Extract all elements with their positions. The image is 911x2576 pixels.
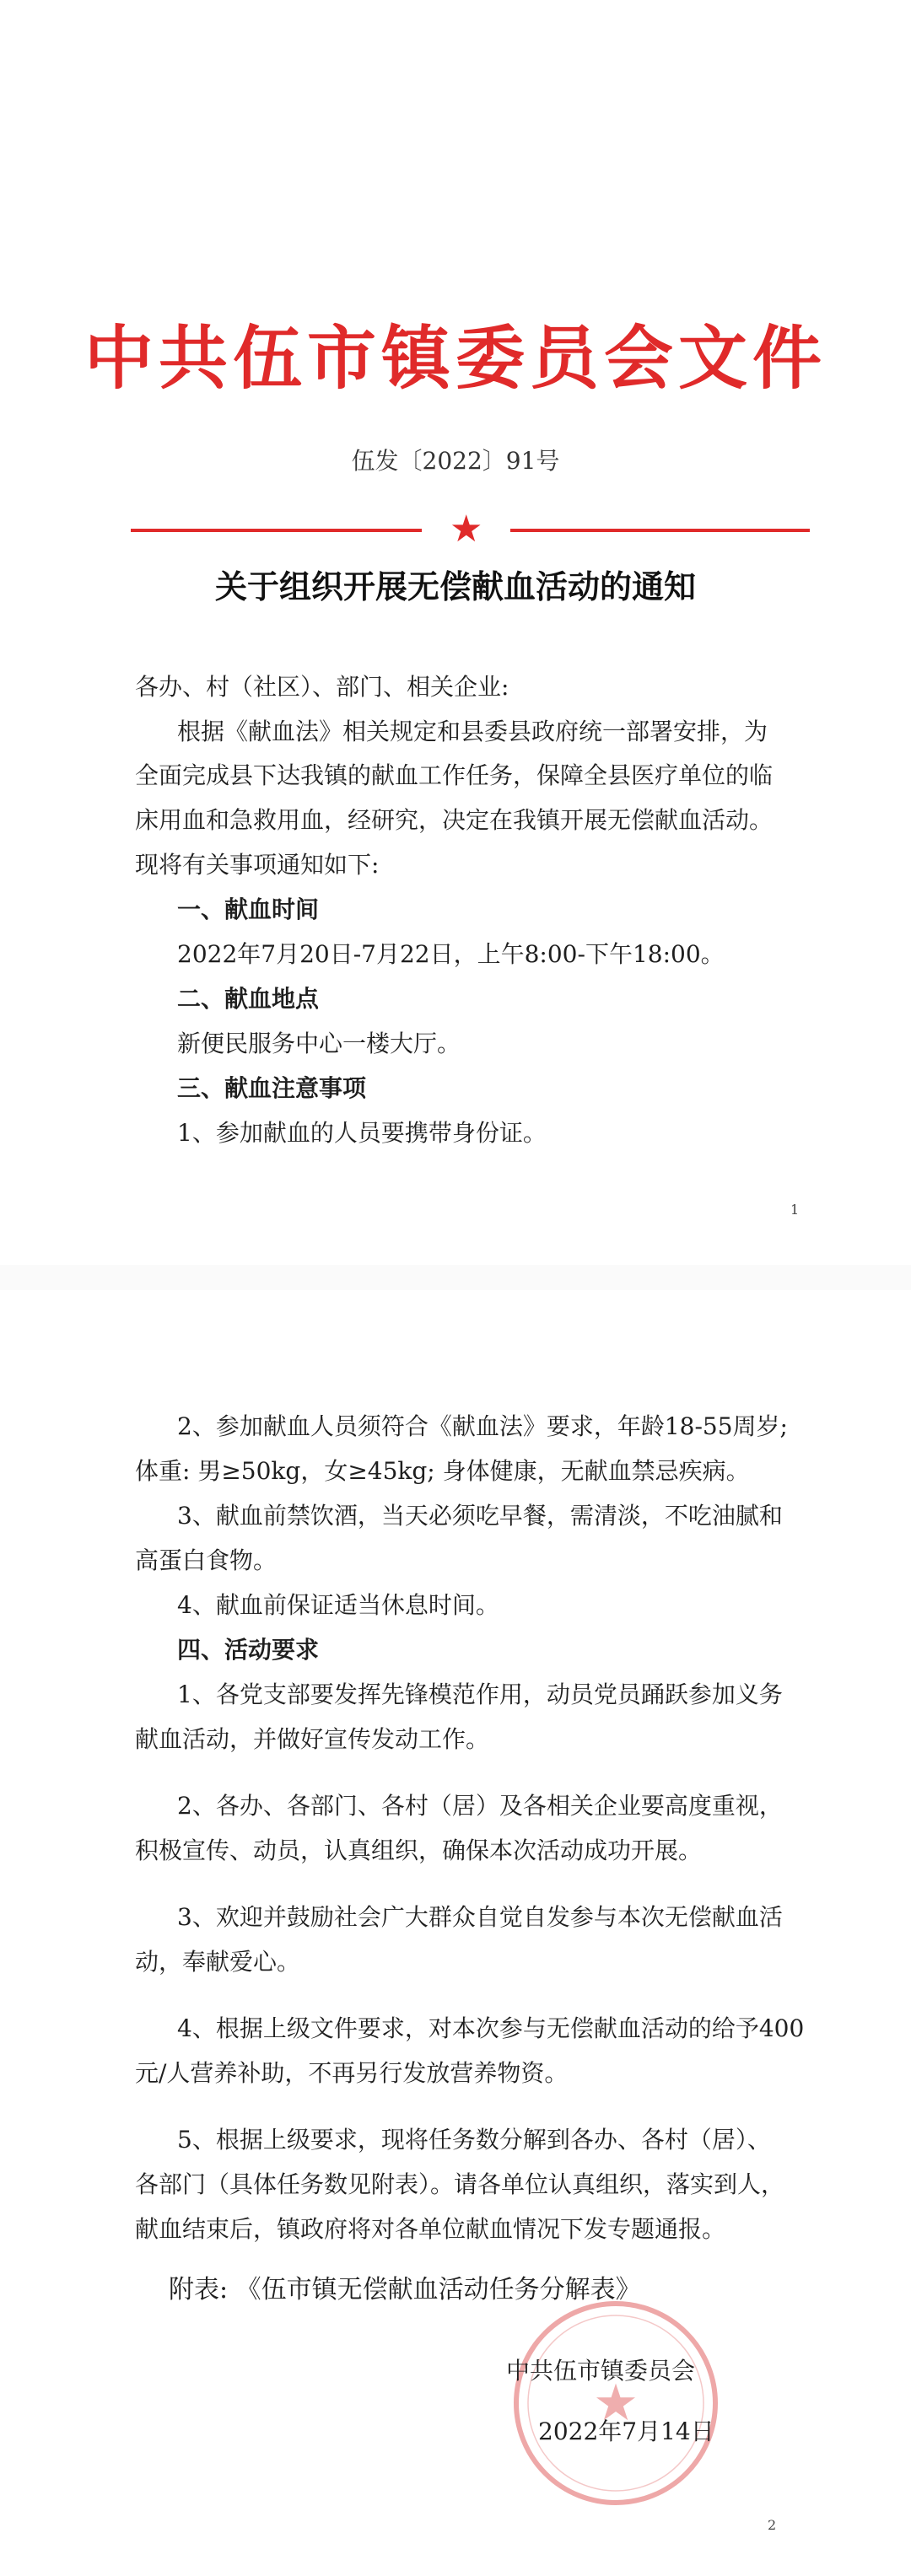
paragraph-line: 2、各办、各部门、各村（居）及各相关企业要高度重视，	[177, 1792, 783, 1820]
paragraph-line: 献血结束后，镇政府将对各单位献血情况下发专题通报。	[135, 2215, 726, 2243]
paragraph-line: 动，奉献爱心。	[135, 1948, 301, 1976]
paragraph-line: 3、欢迎并鼓励社会广大群众自觉自发参与本次无偿献血活	[177, 1903, 783, 1931]
paragraph-line: 现将有关事项通知如下:	[135, 851, 380, 879]
paragraph-line: 2022年7月20日-7月22日，上午8:00-下午18:00。	[177, 940, 725, 968]
section-heading-time: 一、献血时间	[177, 895, 320, 923]
svg-text:★: ★	[593, 2374, 639, 2433]
page-gap	[0, 1265, 911, 1290]
attachment-note: 附表: 《伍市镇无偿献血活动任务分解表》	[169, 2275, 641, 2304]
paragraph-line: 1、参加献血的人员要携带身份证。	[177, 1119, 547, 1147]
red-rule-right	[510, 529, 810, 532]
paragraph-line: 全面完成县下达我镇的献血工作任务，保障全县医疗单位的临	[135, 761, 774, 789]
paragraph-line: 高蛋白食物。	[135, 1546, 278, 1574]
star-icon: ★	[450, 508, 483, 551]
issue-date: 2022年7月14日	[538, 2417, 714, 2445]
paragraph-line: 根据《献血法》相关规定和县委县政府统一部署安排，为	[177, 718, 768, 745]
page-number: 1	[790, 1202, 800, 1218]
official-seal-icon	[506, 2294, 725, 2513]
paragraph-line: 体重: 男≥50kg，女≥45kg; 身体健康，无献血禁忌疾病。	[135, 1457, 750, 1485]
paragraph-line: 4、根据上级文件要求，对本次参与无偿献血活动的给予400	[177, 2014, 805, 2042]
paragraph-line: 献血活动，并做好宣传发动工作。	[135, 1725, 490, 1753]
section-heading-requirements: 四、活动要求	[177, 1636, 320, 1664]
paragraph-line: 新便民服务中心一楼大厅。	[177, 1030, 461, 1057]
org-title: 中共伍市镇委员会文件	[84, 318, 827, 399]
paragraph-line: 1、各党支部要发挥先锋模范作用，动员党员踊跃参加义务	[177, 1681, 783, 1708]
paragraph-line: 4、献血前保证适当休息时间。	[177, 1591, 499, 1619]
paragraph-line: 积极宣传、动员，认真组织，确保本次活动成功开展。	[135, 1837, 703, 1864]
paragraph-line: 5、根据上级要求，现将任务数分解到各办、各村（居）、	[177, 2126, 771, 2154]
section-heading-location: 二、献血地点	[177, 985, 320, 1013]
signer: 中共伍市镇委员会	[506, 2357, 696, 2385]
salutation: 各办、村（社区）、部门、相关企业:	[135, 673, 509, 701]
doc-number: 伍发〔2022〕91号	[351, 447, 560, 475]
paragraph-line: 3、献血前禁饮酒，当天必须吃早餐，需清淡，不吃油腻和	[177, 1502, 783, 1530]
notice-title: 关于组织开展无偿献血活动的通知	[214, 567, 696, 605]
page-number: 2	[768, 2517, 777, 2533]
paragraph-line: 各部门（具体任务数见附表）。请各单位认真组织，落实到人，	[135, 2170, 785, 2198]
paragraph-line: 2、参加献血人员须符合《献血法》要求，年龄18-55周岁;	[177, 1412, 788, 1440]
red-rule-left	[131, 529, 422, 532]
document-page-1	[0, 0, 911, 1265]
paragraph-line: 元/人营养补助，不再另行发放营养物资。	[135, 2059, 569, 2087]
paragraph-line: 床用血和急救用血，经研究，决定在我镇开展无偿献血活动。	[135, 806, 774, 834]
section-heading-notes: 三、献血注意事项	[177, 1074, 367, 1102]
